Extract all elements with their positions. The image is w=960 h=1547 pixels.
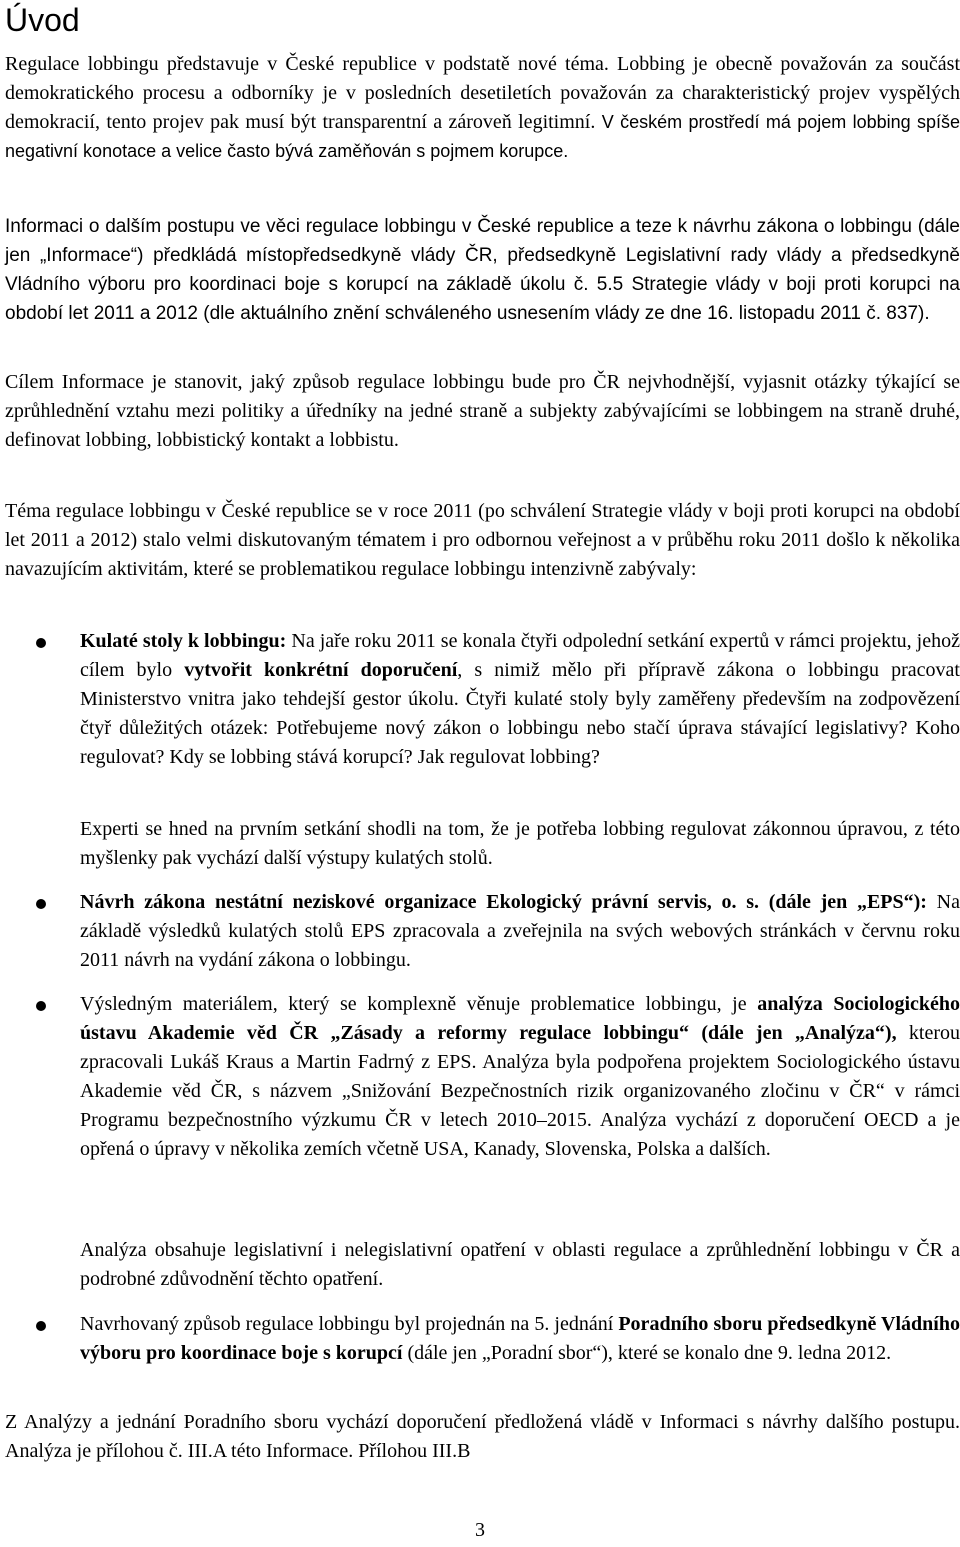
bullet-analysis-text: Výsledným materiálem, který se komplexně věnuje problematice lobbingu, je	[80, 993, 758, 1015]
information-paragraph: Informaci o dalším postupu ve věci regulace lobbingu v České republice a teze k návrhu zákona o lobbingu (dále jen „Informace“) předkládá místopředsedkyně vlády ČR, předsedkyně Legislativní rady vlády a předsedkyně Vládního výboru pro koordinaci boje s korupcí na základě úkolu č. 5.5 Strategie vlády v boji proti korupci na období let 2011 a 2012 (dle aktuálního znění schváleného usnesením vlády ze dne 16. listopadu 2011 č. 837).	[5, 216, 960, 324]
intro-paragraph	[5, 50, 960, 166]
bullet-advisory-board	[80, 1310, 960, 1368]
section-heading: Úvod	[5, 2, 80, 38]
bullet-advisory-text: Navrhovaný způsob regulace lobbingu byl projednán na 5. jednání	[80, 1313, 619, 1335]
bullet-analysis	[80, 990, 960, 1164]
bullet-round-tables-text: Na jaře roku 2011 se konala čtyři odpolední setkání expertů v rámci projektu, jehož cílem bylo	[80, 630, 960, 681]
page-number: 3	[475, 1519, 485, 1541]
bullet-dot	[36, 1001, 46, 1011]
bullet-round-tables-text-2: , s nimiž mělo při přípravě zákona o lobbingu pracovat Ministerstvo vnitra jako tehdejší gestor úkolu. Čtyři kulaté stoly byly zaměřeny především na zodpovězení čtyř důležitých otázek: Potřebujeme nový zákon o lobbingu nebo stačí úprava stávající legislativy? Koho regulovat? Kdy se lobbing stává korupcí? Jak regulovat lobbing?	[80, 659, 960, 768]
bullet-analysis-title: analýza Sociologického ústavu Akademie věd ČR „Zásady a reformy regulace lobbingu“ (dále jen „Analýza“),	[80, 993, 960, 1044]
bullet-dot	[36, 638, 46, 648]
bullet-advisory-text-2: (dále jen „Poradní sbor“), které se konalo dne 9. ledna 2012.	[402, 1342, 892, 1364]
intro-text-a: Regulace lobbingu představuje v České republice v podstatě nové téma. Lobbing je obecně považován za součást demokratického procesu a odborníky je v posledních desetiletích považován za charakteristický projev vyspělých demokracií, tento projev pak musí být transparentní a zároveň legitimní.	[5, 53, 960, 133]
bullet-dot	[36, 899, 46, 909]
bullet-dot	[36, 1321, 46, 1331]
bullet-eps-text: Na základě výsledků kulatých stolů EPS zpracovala a zveřejnila na svých webových stránkách v červnu roku 2011 návrh na vydání zákona o lobbingu.	[80, 891, 960, 971]
bullet-analysis-continuation: Analýza obsahuje legislativní i nelegislativní opatření v oblasti regulace a zprůhlednění lobbingu v ČR a podrobné zdůvodnění těchto opatření.	[80, 1239, 960, 1290]
bullet-advisory-title: Poradního sboru předsedkyně Vládního výboru pro koordinace boje s korupcí	[80, 1313, 960, 1364]
topic-paragraph: Téma regulace lobbingu v České republice se v roce 2011 (po schválení Strategie vlády v boji proti korupci na období let 2011 a 2012) stalo velmi diskutovaným tématem i pro odbornou veřejnost a v průběhu roku 2011 došlo k několika navazujícím aktivitám, které se problematikou regulace lobbingu intenzivně zabývaly:	[5, 500, 960, 580]
goal-paragraph: Cílem Informace je stanovit, jaký způsob regulace lobbingu bude pro ČR nejvhodnější, vyjasnit otázky týkající se zprůhlednění vztahu mezi politiky a úředníky na jedné straně a subjekty zabývajícími se lobbingem na straně druhé, definovat lobbing, lobbistický kontakt a lobbistu.	[5, 371, 960, 451]
bullet-round-tables-continuation: Experti se hned na prvním setkání shodli na tom, že je potřeba lobbing regulovat zákonnou úpravou, z této myšlenky pak vychází další výstupy kulatých stolů.	[80, 818, 960, 869]
conclusion-paragraph: Z Analýzy a jednání Poradního sboru vychází doporučení předložená vládě v Informaci s návrhy dalšího postupu. Analýza je přílohou č. III.A této Informace. Přílohou III.B	[5, 1411, 960, 1462]
bullet-analysis-text-2: kterou zpracovali Lukáš Kraus a Martin Fadrný z EPS. Analýza byla podpořena projektem Sociologického ústavu Akademie věd ČR, s názvem „Snižování Bezpečnostních rizik organizovaného zločinu v ČR“ v rámci Programu bezpečnostního výzkumu ČR v letech 2010–2015. Analýza vychází z doporučení OECD a je opřená o úpravy v několika zemích včetně USA, Kanady, Slovenska, Polska a dalších.	[80, 1022, 960, 1160]
bullet-round-tables	[80, 627, 960, 772]
bullet-eps-proposal	[80, 888, 960, 975]
bullet-round-tables-title: Kulaté stoly k lobbingu:	[80, 630, 287, 652]
intro-text-b: V českém prostředí má pojem lobbing spíše negativní konotace a velice často bývá zaměňován s pojmem korupce.	[5, 112, 960, 161]
bullet-eps-title: Návrh zákona nestátní neziskové organizace Ekologický právní servis, o. s. (dále jen „EPS“):	[80, 891, 927, 913]
bullet-round-tables-highlight: vytvořit konkrétní doporučení	[184, 659, 458, 681]
